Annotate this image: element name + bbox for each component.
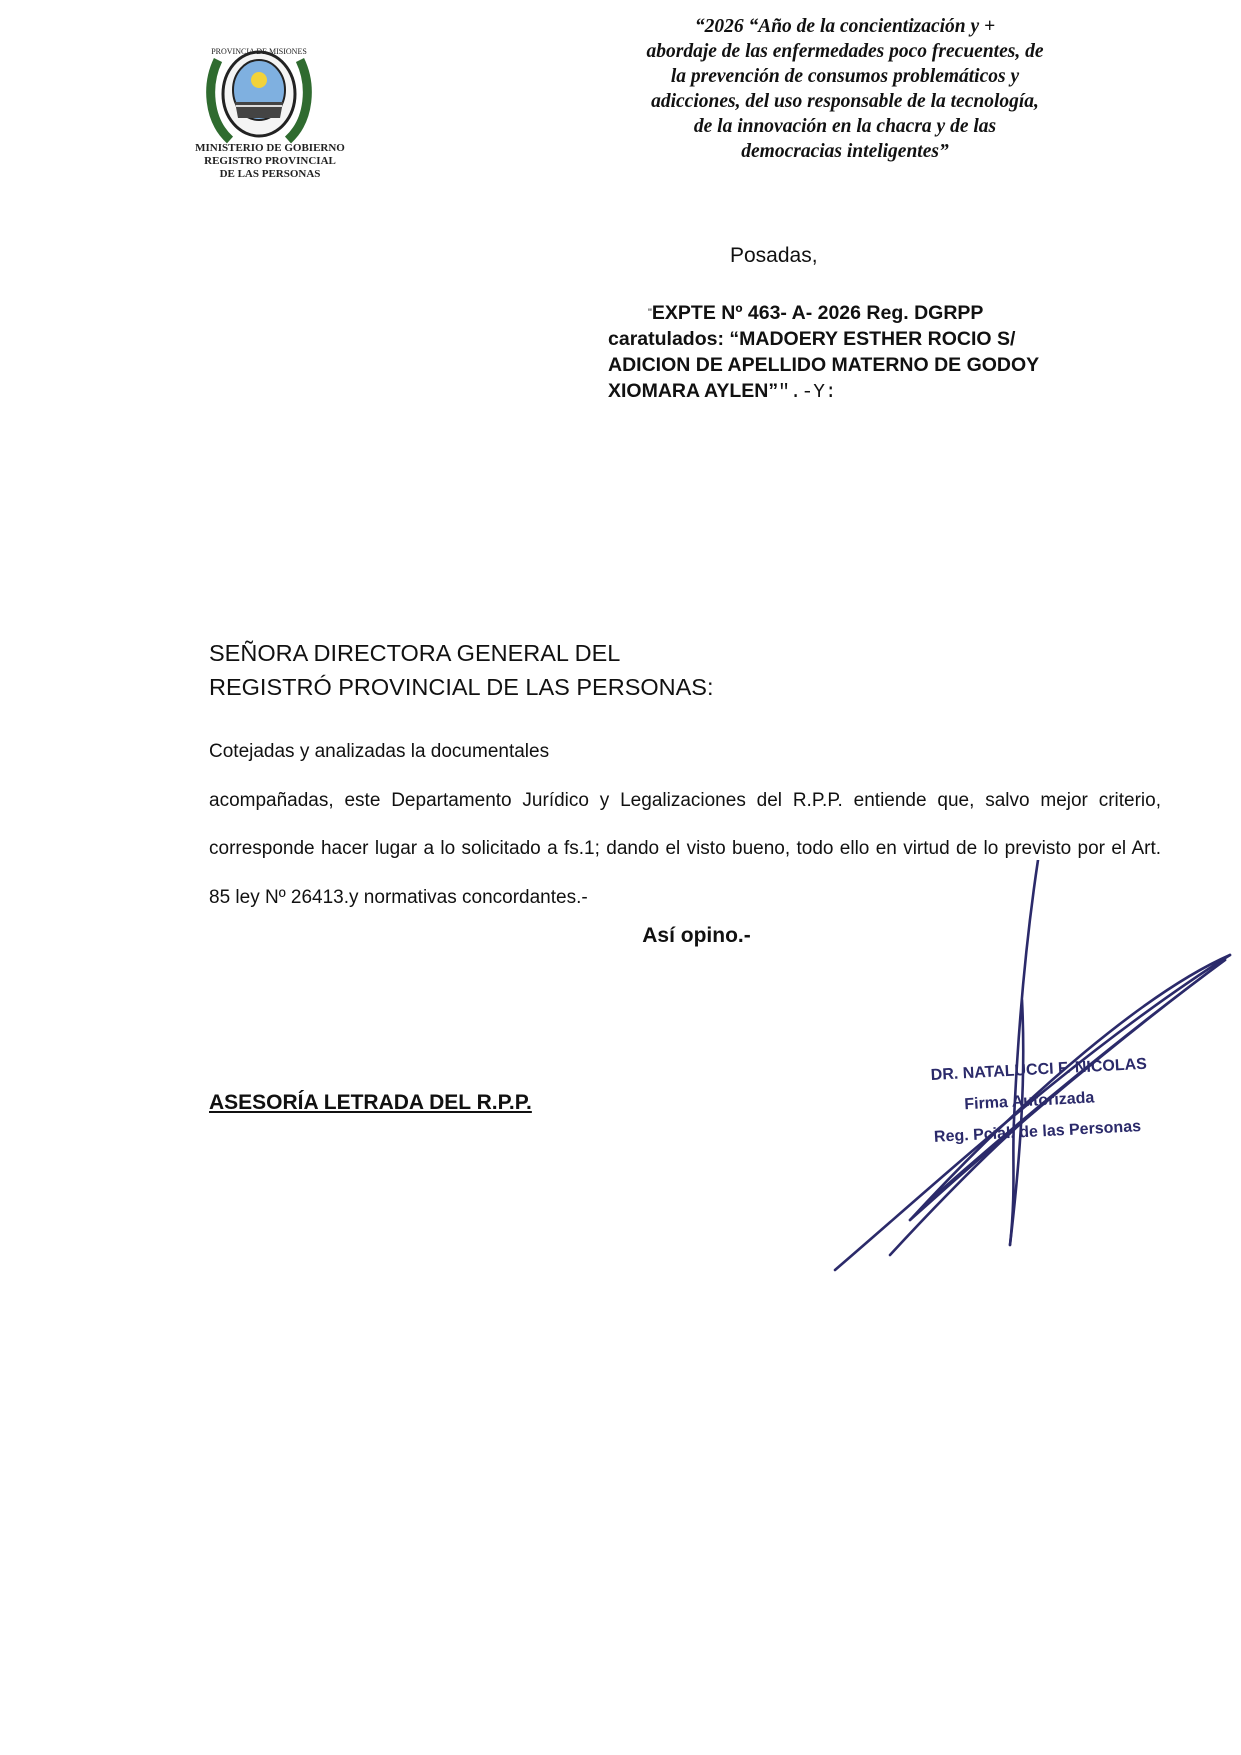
- motto-line: “2026 “Año de la concientización y +: [694, 16, 996, 37]
- addressee-line: SEÑORA DIRECTORA GENERAL DEL: [209, 640, 621, 666]
- expediente-line: caratulados: “MADOERY ESTHER ROCIO S/: [608, 328, 1016, 350]
- expediente-suffix: ″.-Y:: [778, 381, 837, 403]
- motto-line: la prevención de consumos problemáticos y: [670, 66, 1020, 87]
- stamp-line: Reg. Pcial. de las Personas: [933, 1118, 1142, 1146]
- misiones-coat-of-arms-icon: [204, 40, 314, 148]
- motto-line: abordaje de las enfermedades poco frecuentes, de: [646, 41, 1044, 62]
- year-motto: [560, 14, 1130, 164]
- addressee: [209, 636, 714, 704]
- addressee-line: REGISTRÓ PROVINCIAL DE LAS PERSONAS:: [209, 674, 714, 700]
- motto-line: democracias inteligentes”: [741, 141, 949, 162]
- ministry-line: DE LAS PERSONAS: [219, 168, 321, 180]
- stamp-line: Firma Autorizada: [963, 1089, 1095, 1114]
- body-first-line: Cotejadas y analizadas la documentales: [209, 741, 550, 762]
- ministry-block: [180, 142, 360, 181]
- motto-line: adicciones, del uso responsable de la tecnología,: [651, 91, 1039, 112]
- expediente-line: EXPTE Nº 463- A- 2026 Reg. DGRPP: [651, 302, 984, 324]
- expediente-line: XIOMARA AYLEN”: [608, 380, 779, 402]
- place-date: Posadas,: [730, 244, 818, 267]
- ministry-line: MINISTERIO DE GOBIERNO: [195, 142, 345, 154]
- handwritten-signature-icon: [830, 860, 1240, 1290]
- ministry-line: REGISTRO PROVINCIAL: [204, 155, 336, 167]
- quote-mark: ": [648, 307, 652, 319]
- logo-text: PROVINCIA DE MISIONES: [211, 47, 307, 56]
- expediente-reference: [608, 300, 1088, 405]
- motto-line: de la innovación en la chacra y de las: [693, 116, 997, 137]
- body-rest: acompañadas, este Departamento Jurídico y Legalizaciones del R.P.P. entiende que, salvo mejor criterio, corresponde hacer lugar a lo solicitado a fs.1; dando el visto bueno, todo ello en virtud de lo previsto por el Art. 85 ley Nº 26413.y normativas concordantes.-: [209, 789, 1161, 908]
- expediente-line: ADICION DE APELLIDO MATERNO DE GODOY: [608, 354, 1040, 376]
- signatory-office: ASESORÍA LETRADA DEL R.P.P.: [209, 1091, 532, 1114]
- stamp-line: DR. NATALUCCI F. NICOLAS: [930, 1055, 1148, 1084]
- closing-phrase: Así opino.-: [642, 924, 751, 947]
